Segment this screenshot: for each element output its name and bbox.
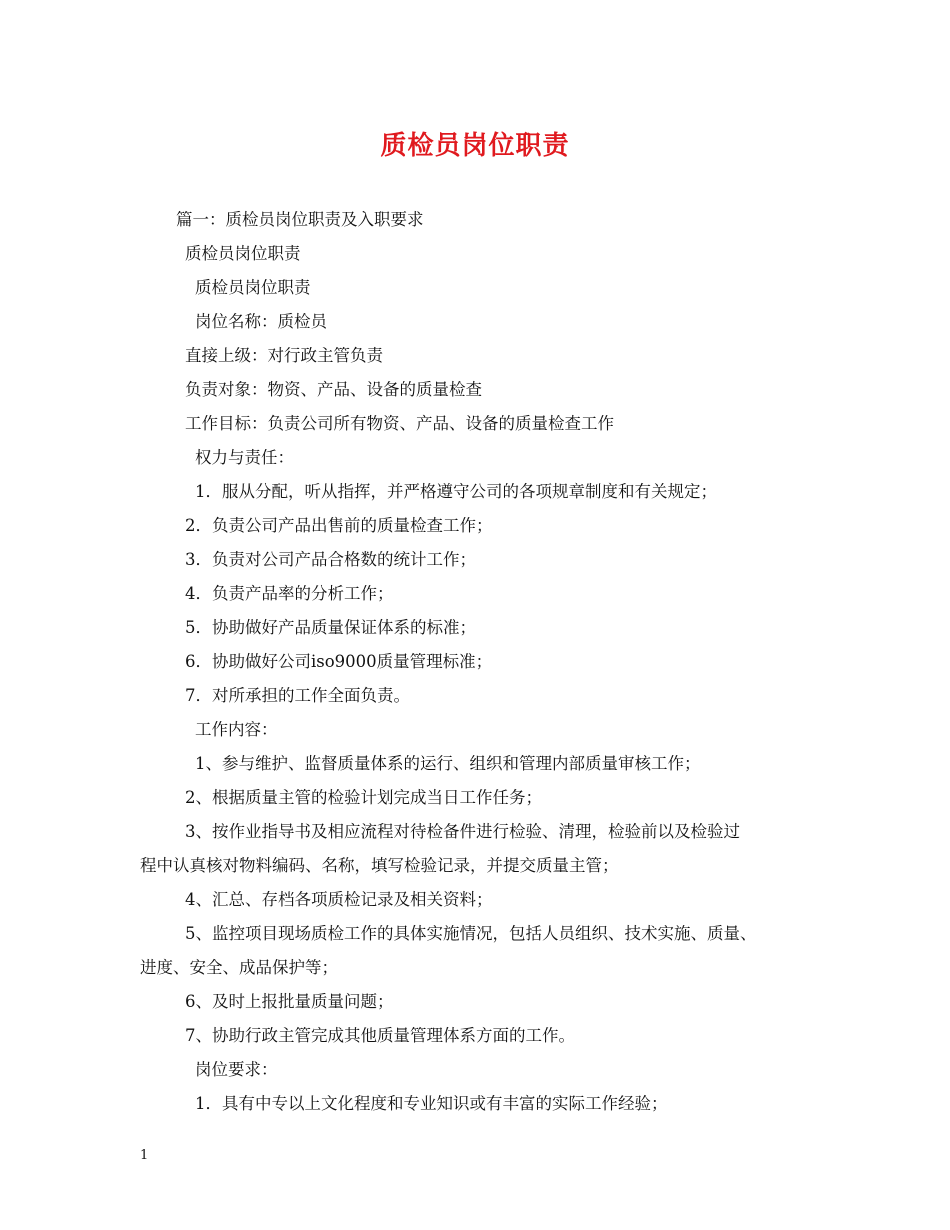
work-content-heading: 工作内容： [195, 720, 278, 739]
job-title-line: 岗位名称：质检员 [195, 312, 327, 331]
list-item: 1．具有中专以上文化程度和专业知识或有丰富的实际工作经验； [195, 1094, 668, 1113]
responsible-object-line: 负责对象：物资、产品、设备的质量检查 [185, 380, 482, 399]
list-item: 2、根据质量主管的检验计划完成当日工作任务； [185, 788, 542, 807]
list-item: 4．负责产品率的分析工作； [185, 584, 394, 603]
list-item: 1．服从分配，听从指挥，并严格遵守公司的各项规章制度和有关规定； [195, 482, 717, 501]
list-item: 7、协助行政主管完成其他质量管理体系方面的工作。 [185, 1026, 575, 1045]
subheading: 质检员岗位职责 [185, 244, 301, 263]
rights-heading: 权力与责任： [195, 448, 294, 467]
list-item: 1、参与维护、监督质量体系的运行、组织和管理内部质量审核工作； [195, 754, 701, 773]
list-item-continuation: 程中认真核对物料编码、名称，填写检验记录，并提交质量主管； [140, 856, 619, 875]
list-item: 6．协助做好公司iso9000质量管理标准； [185, 652, 493, 671]
list-item: 2．负责公司产品出售前的质量检查工作； [185, 516, 493, 535]
supervisor-line: 直接上级：对行政主管负责 [185, 346, 383, 365]
list-item: 3．负责对公司产品合格数的统计工作； [185, 550, 476, 569]
list-item: 5、监控项目现场质检工作的具体实施情况，包括人员组织、技术实施、质量、 [185, 924, 757, 943]
requirements-heading: 岗位要求： [195, 1060, 278, 1079]
page-number: 1 [140, 1148, 149, 1163]
list-item: 4、汇总、存档各项质检记录及相关资料； [185, 890, 493, 909]
subheading: 质检员岗位职责 [195, 278, 311, 297]
work-goal-line: 工作目标：负责公司所有物资、产品、设备的质量检查工作 [185, 414, 614, 433]
list-item: 6、及时上报批量质量问题； [185, 992, 394, 1011]
section-heading: 篇一：质检员岗位职责及入职要求 [176, 210, 424, 229]
list-item: 3、按作业指导书及相应流程对待检备件进行检验、清理，检验前以及检验过 [185, 822, 740, 841]
list-item-continuation: 进度、安全、成品保护等； [140, 958, 338, 977]
list-item: 5．协助做好产品质量保证体系的标准； [185, 618, 476, 637]
list-item: 7．对所承担的工作全面负责。 [185, 686, 410, 705]
document-title: 质检员岗位职责 [380, 131, 570, 161]
